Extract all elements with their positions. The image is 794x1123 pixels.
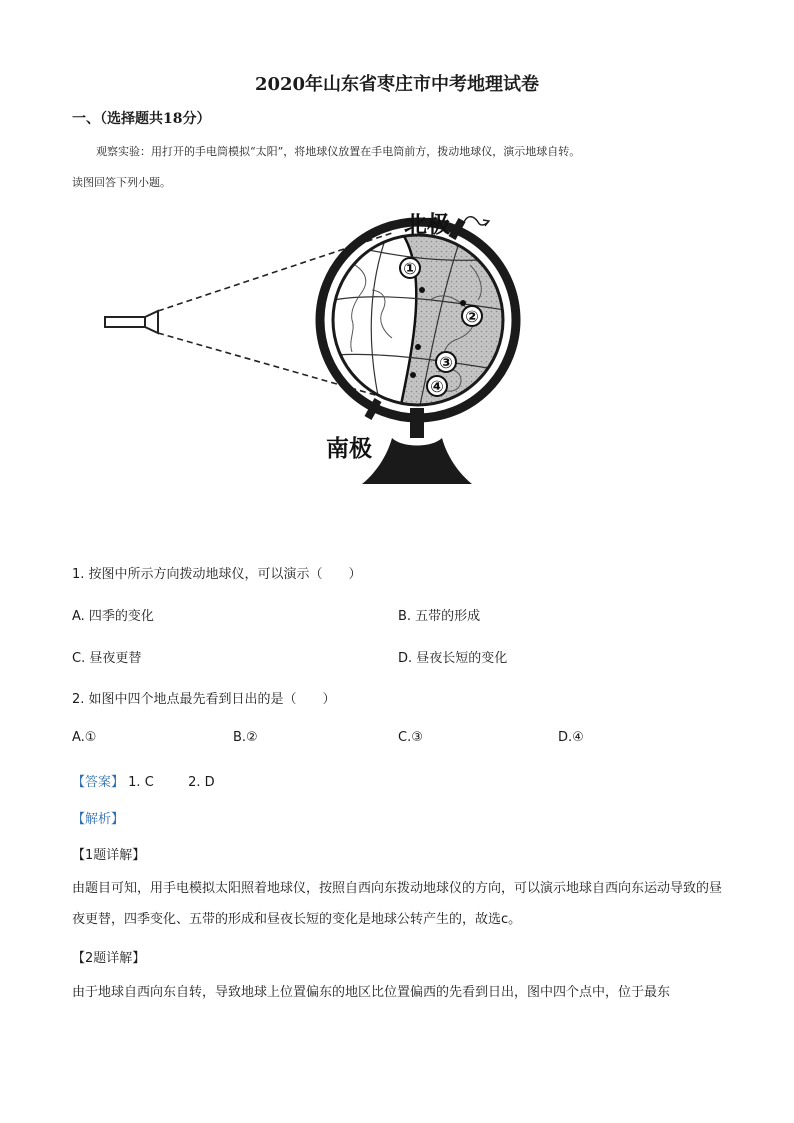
q2-option-b: B.②	[233, 730, 258, 745]
marker-3	[436, 352, 456, 372]
north-pole-label: 北极	[404, 212, 450, 238]
page-title: 2020年山东省枣庄市中考地理试卷	[254, 74, 540, 95]
svg-text:①: ①	[403, 259, 417, 278]
answer-label: 【答案】	[72, 775, 125, 790]
marker-1	[400, 258, 420, 278]
question-2-stem: 2. 如图中四个地点最先看到日出的是（ ）	[72, 692, 336, 707]
q1-detail-text: 由题目可知，用手电模拟太阳照着地球仪，按照自西向东拨动地球仪的方向，可以演示地球自西向东运动导致的昼夜更替，四季变化、五带的形成和昼夜长短的变化是地球公转产生的，故选c。	[72, 881, 723, 927]
q1-option-c: C. 昼夜更替	[72, 651, 142, 666]
answer-item-2: 2. D	[188, 775, 215, 790]
q1-option-b: B. 五带的形成	[398, 609, 481, 624]
q2-option-c: C.③	[398, 730, 423, 745]
globe-stand-neck	[410, 408, 424, 438]
section-heading: 一、（选择题共18分）	[72, 111, 211, 127]
q2-detail-text: 由于地球自西向东自转，导致地球上位置偏东的地区比位置偏西的先看到日出，图中四个点中，位于最东	[72, 985, 671, 1000]
flashlight-icon	[105, 311, 158, 333]
globe-stand-base	[362, 438, 472, 484]
q2-detail-heading: 【2题详解】	[72, 951, 146, 966]
globe-figure	[95, 200, 555, 500]
intro-line-2: 读图回答下列小题。	[72, 176, 171, 189]
intro-line-1: 观察实验：用打开的手电筒模拟“太阳”，将地球仪放置在手电筒前方，拨动地球仪，演示地球自转。	[96, 145, 581, 158]
marker-4	[427, 376, 447, 396]
answer-item-1: 1. C	[128, 775, 154, 790]
q1-option-a: A. 四季的变化	[72, 609, 154, 624]
marker-2	[462, 306, 482, 326]
analysis-label: 【解析】	[72, 812, 125, 827]
svg-text:②: ②	[465, 307, 479, 326]
question-1-stem: 1. 按图中所示方向拨动地球仪，可以演示（ ）	[72, 567, 362, 582]
svg-text:③: ③	[439, 353, 453, 372]
south-pole-label: 南极	[326, 436, 372, 462]
q2-option-d: D.④	[558, 730, 584, 745]
q1-option-d: D. 昼夜长短的变化	[398, 651, 508, 666]
q2-option-a: A.①	[72, 730, 97, 745]
q1-detail-heading: 【1题详解】	[72, 848, 146, 863]
answer-row	[72, 771, 215, 790]
svg-text:④: ④	[430, 377, 444, 396]
